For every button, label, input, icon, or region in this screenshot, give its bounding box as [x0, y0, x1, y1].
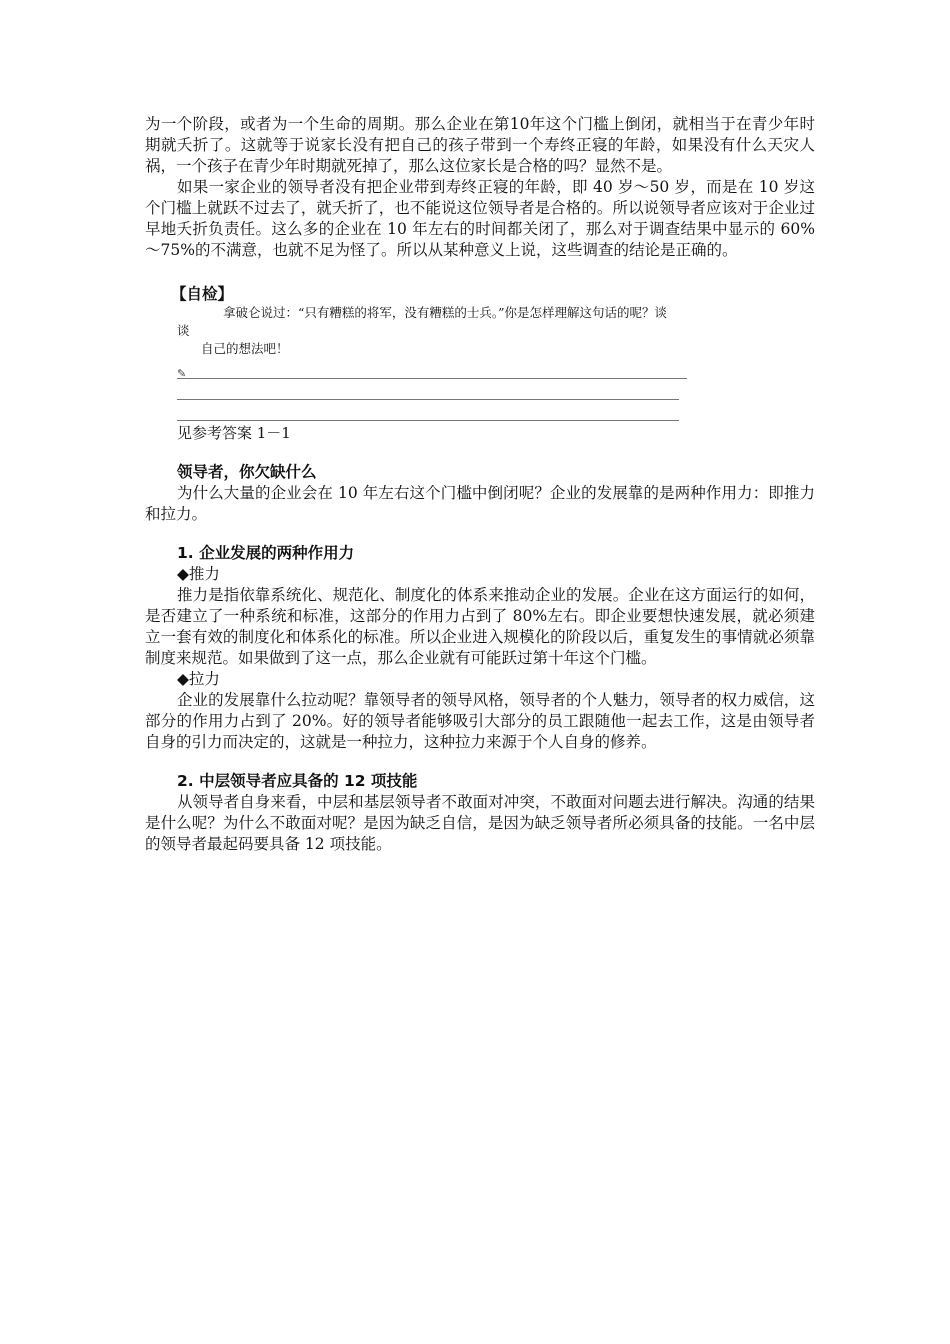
answer-reference: 见参考答案 1－1	[177, 424, 291, 442]
pencil-icon: ✎	[177, 367, 187, 380]
self-check-question: 拿破仑说过：“只有糟糕的将军，没有糟糕的士兵。”你是怎样理解这句话的呢？谈谈	[177, 305, 668, 338]
paragraph: 推力是指依靠系统化、规范化、制度化的体系来推动企业的发展。企业在这方面运行的如何，是否建立了一种系统和标准，这部分的作用力占到了 80%左右。即企业要想快速发展，就必须建立一套有效的制度化和体系化的标准。所以企业进入规模化的阶段以后，重复发生的事情就必须靠制度来规范。如果做到了这一点，那么企业就有可能跃过第十年这个门槛。	[145, 586, 815, 667]
paragraph: 如果一家企业的领导者没有把企业带到寿终正寝的年龄，即 40 岁～50 岁，而是在 10 岁这个门槛上就跃不过去了，就夭折了，也不能说这位领导者是合格的。所以说领导者应该对于企业过早地夭折负责任。这么多的企业在 10 年左右的时间都关闭了，那么对于调查结果中显示的 60%～75%的不满意，也就不足为怪了。所以从某种意义上说，这些调查的结论是正确的。	[145, 178, 815, 259]
answer-line[interactable]	[177, 400, 679, 421]
document-page	[145, 114, 815, 855]
section-title: 1. 企业发展的两种作用力	[177, 544, 355, 562]
bullet-heading: ◆推力	[177, 565, 220, 583]
paragraph: 为什么大量的企业会在 10 年左右这个门槛中倒闭呢？企业的发展靠的是两种作用力：即推力和拉力。	[145, 484, 815, 523]
bullet-heading: ◆拉力	[177, 670, 220, 688]
self-check-question-cont: 自己的想法吧！	[201, 341, 289, 356]
section-title: 2. 中层领导者应具备的 12 项技能	[177, 772, 418, 790]
self-check-title: 【自检】	[171, 284, 234, 303]
paragraph: 企业的发展靠什么拉动呢？靠领导者的领导风格，领导者的个人魅力，领导者的权力威信，这部分的作用力占到了 20%。好的领导者能够吸引大部分的员工跟随他一起去工作，这是由领导者自身的引力而决定的，这就是一种拉力，这种拉力来源于个人自身的修养。	[145, 691, 815, 751]
paragraph: 从领导者自身来看，中层和基层领导者不敢面对冲突，不敢面对问题去进行解决。沟通的结果是什么呢？为什么不敢面对呢？是因为缺乏自信，是因为缺乏领导者所必须具备的技能。一名中层的领导者最起码要具备 12 项技能。	[145, 793, 815, 853]
section-title: 领导者，你欠缺什么	[177, 463, 317, 481]
paragraph: 为一个阶段，或者为一个生命的周期。那么企业在第10年这个门槛上倒闭，就相当于在青少年时期就夭折了。这就等于说家长没有把自己的孩子带到一个寿终正寝的年龄，如果没有什么天灾人祸，一个孩子在青少年时期就死掉了，那么这位家长是合格的吗？显然不是。	[145, 115, 815, 175]
self-check-box	[171, 283, 697, 444]
answer-line[interactable]	[177, 379, 679, 400]
answer-line[interactable]	[177, 358, 687, 379]
